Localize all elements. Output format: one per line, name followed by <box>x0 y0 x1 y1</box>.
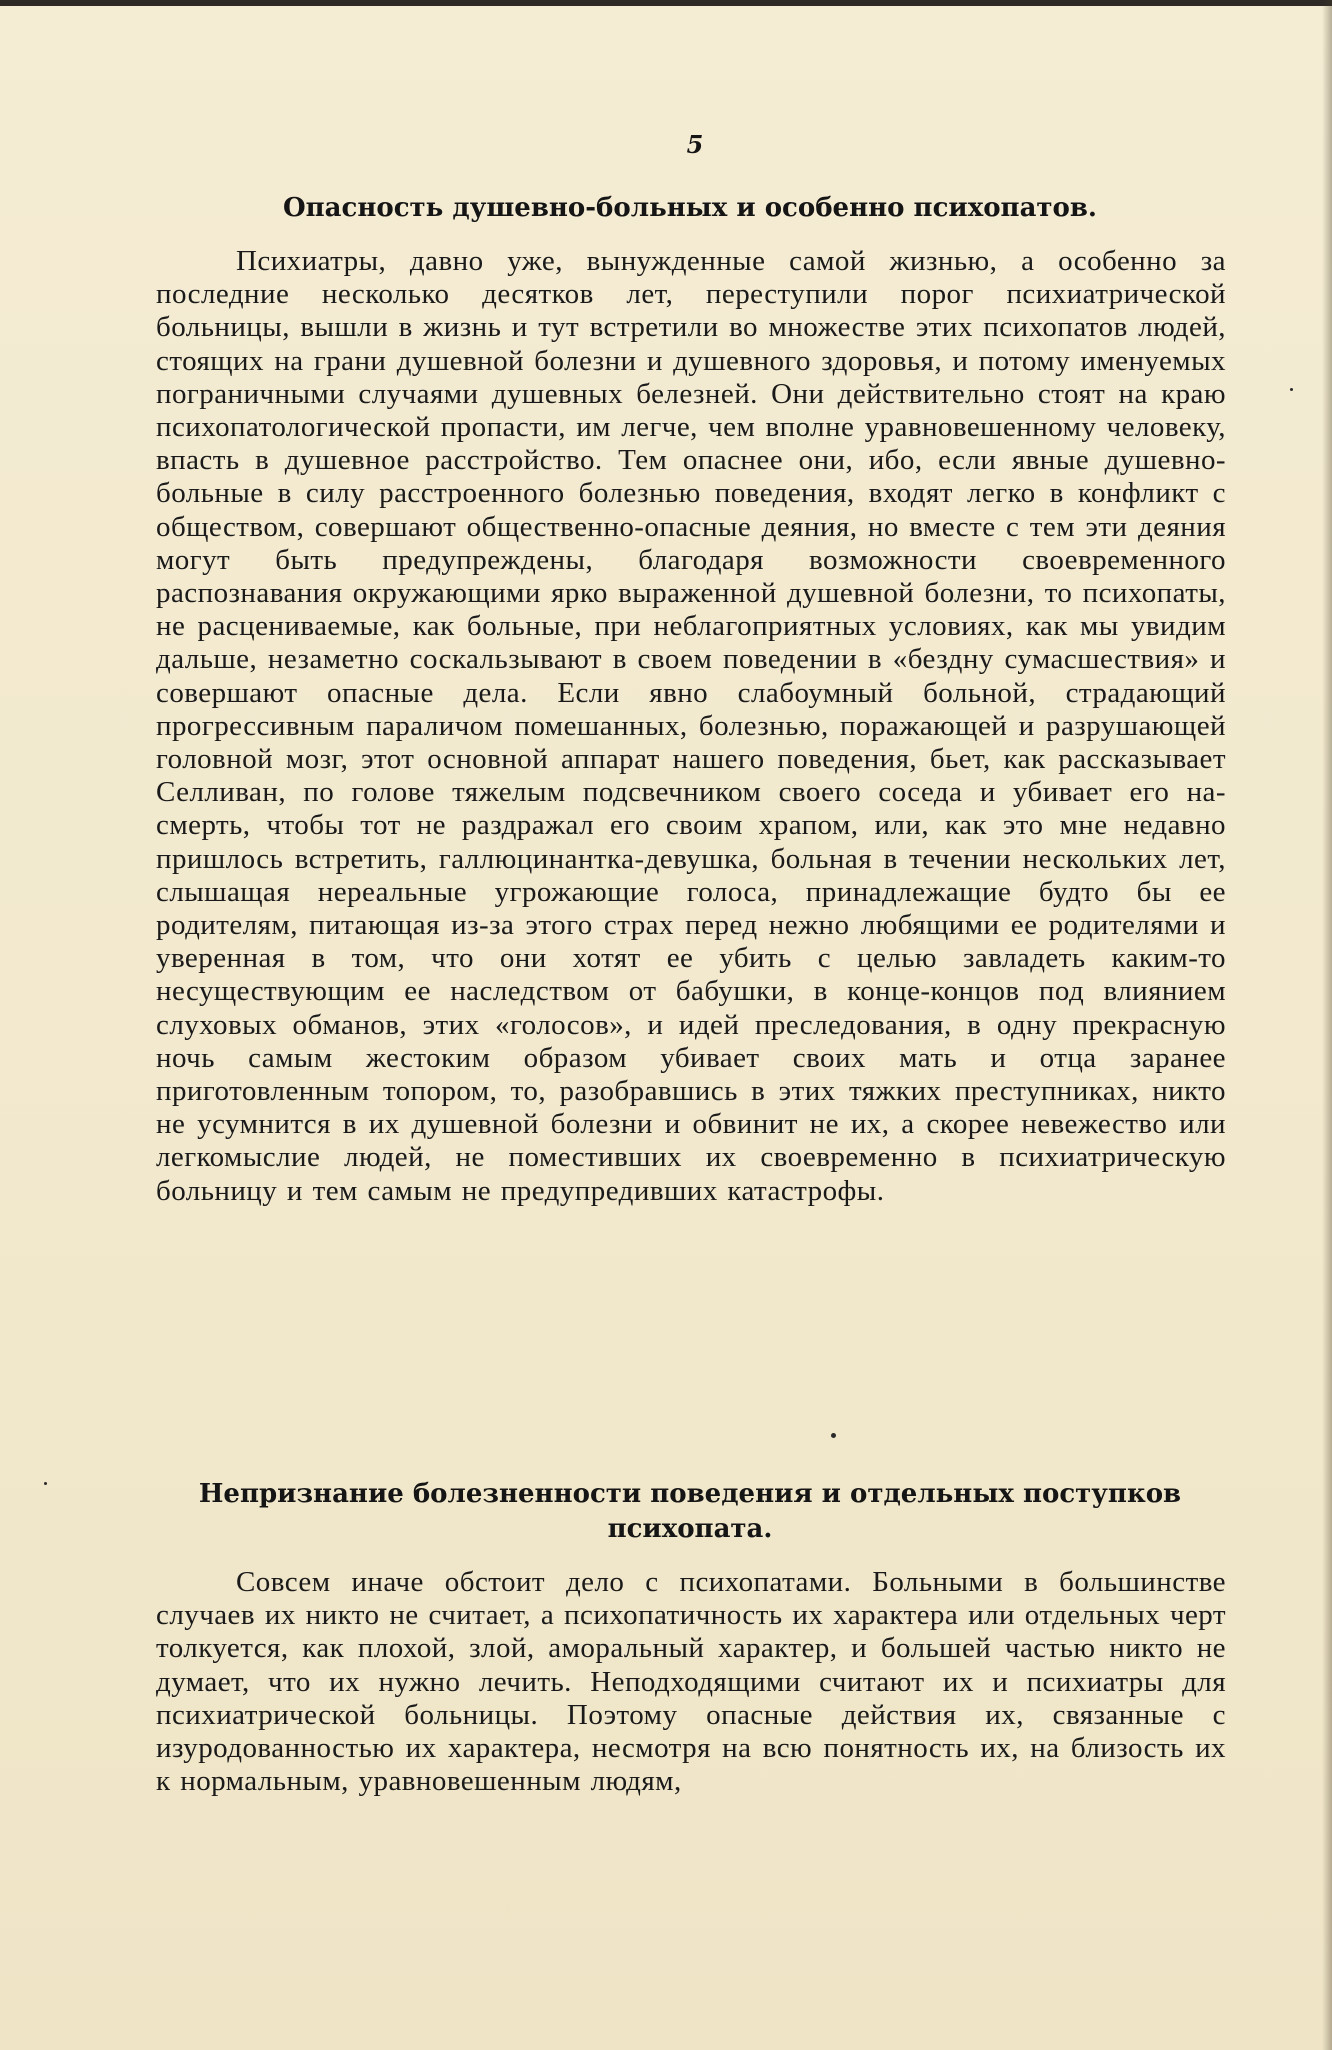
print-speck <box>1290 388 1293 391</box>
print-speck <box>831 1433 836 1438</box>
section-heading-non-recognition: Непризнание болезненности поведения и отдельных поступков психопата. <box>198 1479 1182 1544</box>
page-top-edge <box>0 0 1332 6</box>
page-right-edge <box>1322 0 1332 2050</box>
section-heading-danger: Опасность душевно-больных и особенно психопатов. <box>283 193 1097 223</box>
section-paragraph-danger: Психиатры, давно уже, вынужденные самой жизнью, а особенно за последние несколько десятков лет, переступили порог психиатрической больницы, вышли в жизнь и тут встретили во множестве этих психопатов людей, стоящих на грани душевной болезни и душевного здоровья, и потому именуемых пограничными случаями душевных белезней. Они действительно стоят на краю психопатологической пропасти, им легче, чем вполне уравновешенному человеку, впасть в душевное расстройство. Тем опаснее они, ибо, если явные душевно-больные в силу расстроенного болезнью поведения, входят легко в конфликт с обществом, совершают общественно-опасные деяния, но вместе с тем эти деяния могут быть предупреждены, благодаря возможности своевременного распознавания окружающими ярко выраженной душевной болезни, то психопаты, не расцениваемые, как больные, при неблагоприятных условиях, как мы увидим дальше, незаметно соскальзывают в своем поведении в «бездну сумасшествия» и совершают опасные дела. Если явно слабоумный больной, страдающий прогрессивным параличом помешанных, болезнью, поражающей и разрушающей головной мозг, этот основной аппарат нашего поведения, бьет, как рассказывает Селливан, по голове тяжелым подсвечником своего соседа и убивает его на-смерть, чтобы тот не раздражал его своим храпом, или, как это мне недавно пришлось встретить, галлюцинантка-девушка, больная в течении нескольких лет, слышащая нереальные угрожающие голоса, принадлежащие будто бы ее родителям, питающая из-за этого страх перед нежно любящими ее родителями и уверенная в том, что они хотят ее убить с целью завладеть каким-то несуществующим ее наследством от бабушки, в конце-концов под влиянием слуховых обманов, этих «голосов», и идей преследования, в одну прекрасную ночь самым жестоким образом убивает своих мать и отца заранее приготовленным топором, то, разобравшись в этих тяжких преступниках, никто не усумнится в их душевной болезни и обвинит не их, а скорее невежество или легкомыслие людей, не поместивших их своевременно в психиатрическую больницу и тем самым не предупредивших катастрофы. <box>156 245 1226 1207</box>
print-speck <box>44 1482 47 1485</box>
page-number: 5 <box>686 130 704 159</box>
section-paragraph-non-recognition: Совсем иначе обстоит дело с психопатами. Больными в большинстве случаев их никто не считает, а психопатичность их характера или отдельных черт толкуется, как плохой, злой, аморальный характер, и большей частью никто не думает, что их нужно лечить. Неподходящими считают их и психиатры для психиатрической больницы. Поэтому опасные действия их, связанные с изуродованностью их характера, несмотря на всю понятность их, на близость их к нормальным, уравновешенным людям, <box>156 1566 1226 1798</box>
